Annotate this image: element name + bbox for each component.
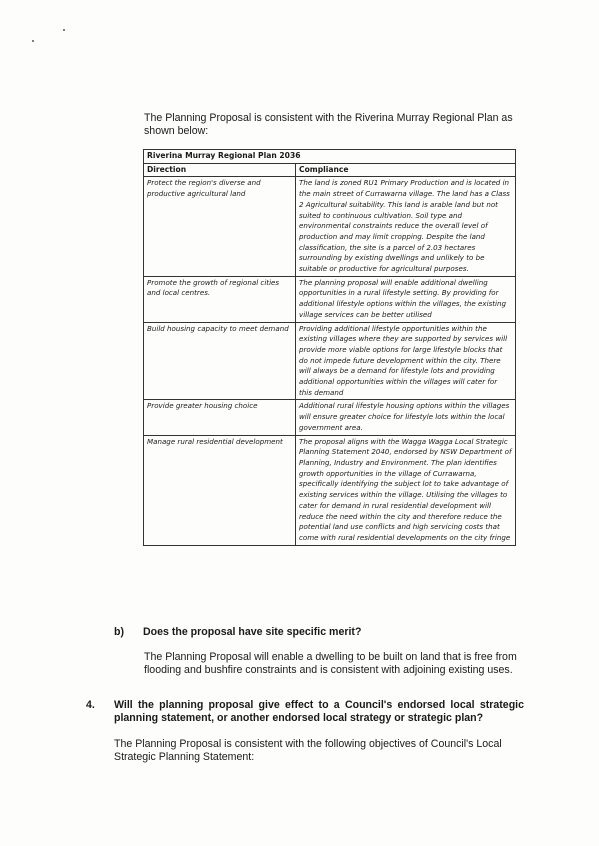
direction-cell: Provide greater housing choice xyxy=(144,400,296,435)
direction-cell: Build housing capacity to meet demand xyxy=(144,322,296,400)
intro-paragraph: The Planning Proposal is consistent with the Riverina Murray Regional Plan as shown below: xyxy=(144,112,513,137)
scan-speck xyxy=(63,29,65,31)
table-row xyxy=(144,322,516,400)
section-4-number: 4. xyxy=(86,699,95,711)
table-row xyxy=(144,276,516,322)
table-header-row xyxy=(144,163,516,177)
scan-speck xyxy=(32,40,34,42)
compliance-cell: The proposal aligns with the Wagga Wagga Local Strategic Planning Statement 2040, endorsed by NSW Department of Planning, Industry and Environment. The plan identifies growth opportunities in the village of Currawarna, specifically identifying the subject lot to take advantage of existing services within the village. Utilising the villages to cater for demand in rural residential development will reduce the need within the city and therefore reduce the potential land use conflicts and high servicing costs that come with rural residential developments on the city fringe xyxy=(296,435,516,545)
table-row xyxy=(144,177,516,276)
section-b-label: b) xyxy=(114,626,124,638)
section-b-answer: The Planning Proposal will enable a dwelling to be built on land that is free from flooding and bushfire constraints and is consistent with adjoining existing uses. xyxy=(144,651,517,676)
direction-cell: Manage rural residential development xyxy=(144,435,296,545)
table-row xyxy=(144,435,516,545)
compliance-cell: Providing additional lifestyle opportunities within the existing villages where they are supported by services will provide more viable options for large lifestyle blocks that do not impede future development within the city. There will always be a demand for lifestyle lots and providing additional opportunities within the villages will cater for this demand xyxy=(296,322,516,400)
section-b-question: Does the proposal have site specific merit? xyxy=(143,626,362,638)
section-4-answer: The Planning Proposal is consistent with the following objectives of Council's Local Strategic Planning Statement: xyxy=(114,738,502,763)
table-title-row xyxy=(144,150,516,164)
compliance-cell: Additional rural lifestyle housing options within the villages will ensure greater choice for lifestyle lots within the local government area. xyxy=(296,400,516,435)
compliance-cell: The land is zoned RU1 Primary Production and is located in the main street of Currawarna village. The land has a Class 2 Agricultural suitability. This land is arable land but not suited to continuous cultivation. Soil type and environmental constraints reduce the overall level of production and may limit cropping. Despite the land classification, the site is a parcel of 2.03 hectares surrounding by existing dwellings and unlikely to be suitable or productive for agricultural purposes. xyxy=(296,177,516,276)
regional-plan-table xyxy=(143,149,516,546)
direction-cell: Promote the growth of regional cities and local centres. xyxy=(144,276,296,322)
section-4-question: Will the planning proposal give effect to a Council's endorsed local strategic planning statement, or another endorsed local strategy or strategic plan? xyxy=(114,699,524,724)
header-compliance: Compliance xyxy=(296,163,516,177)
header-direction: Direction xyxy=(144,163,296,177)
compliance-cell: The planning proposal will enable additional dwelling opportunities in a rural lifestyle setting. By providing for additional lifestyle options within the villages, the existing village services can be better utilised xyxy=(296,276,516,322)
table-title: Riverina Murray Regional Plan 2036 xyxy=(144,150,516,164)
table-row xyxy=(144,400,516,435)
direction-cell: Protect the region's diverse and productive agricultural land xyxy=(144,177,296,276)
